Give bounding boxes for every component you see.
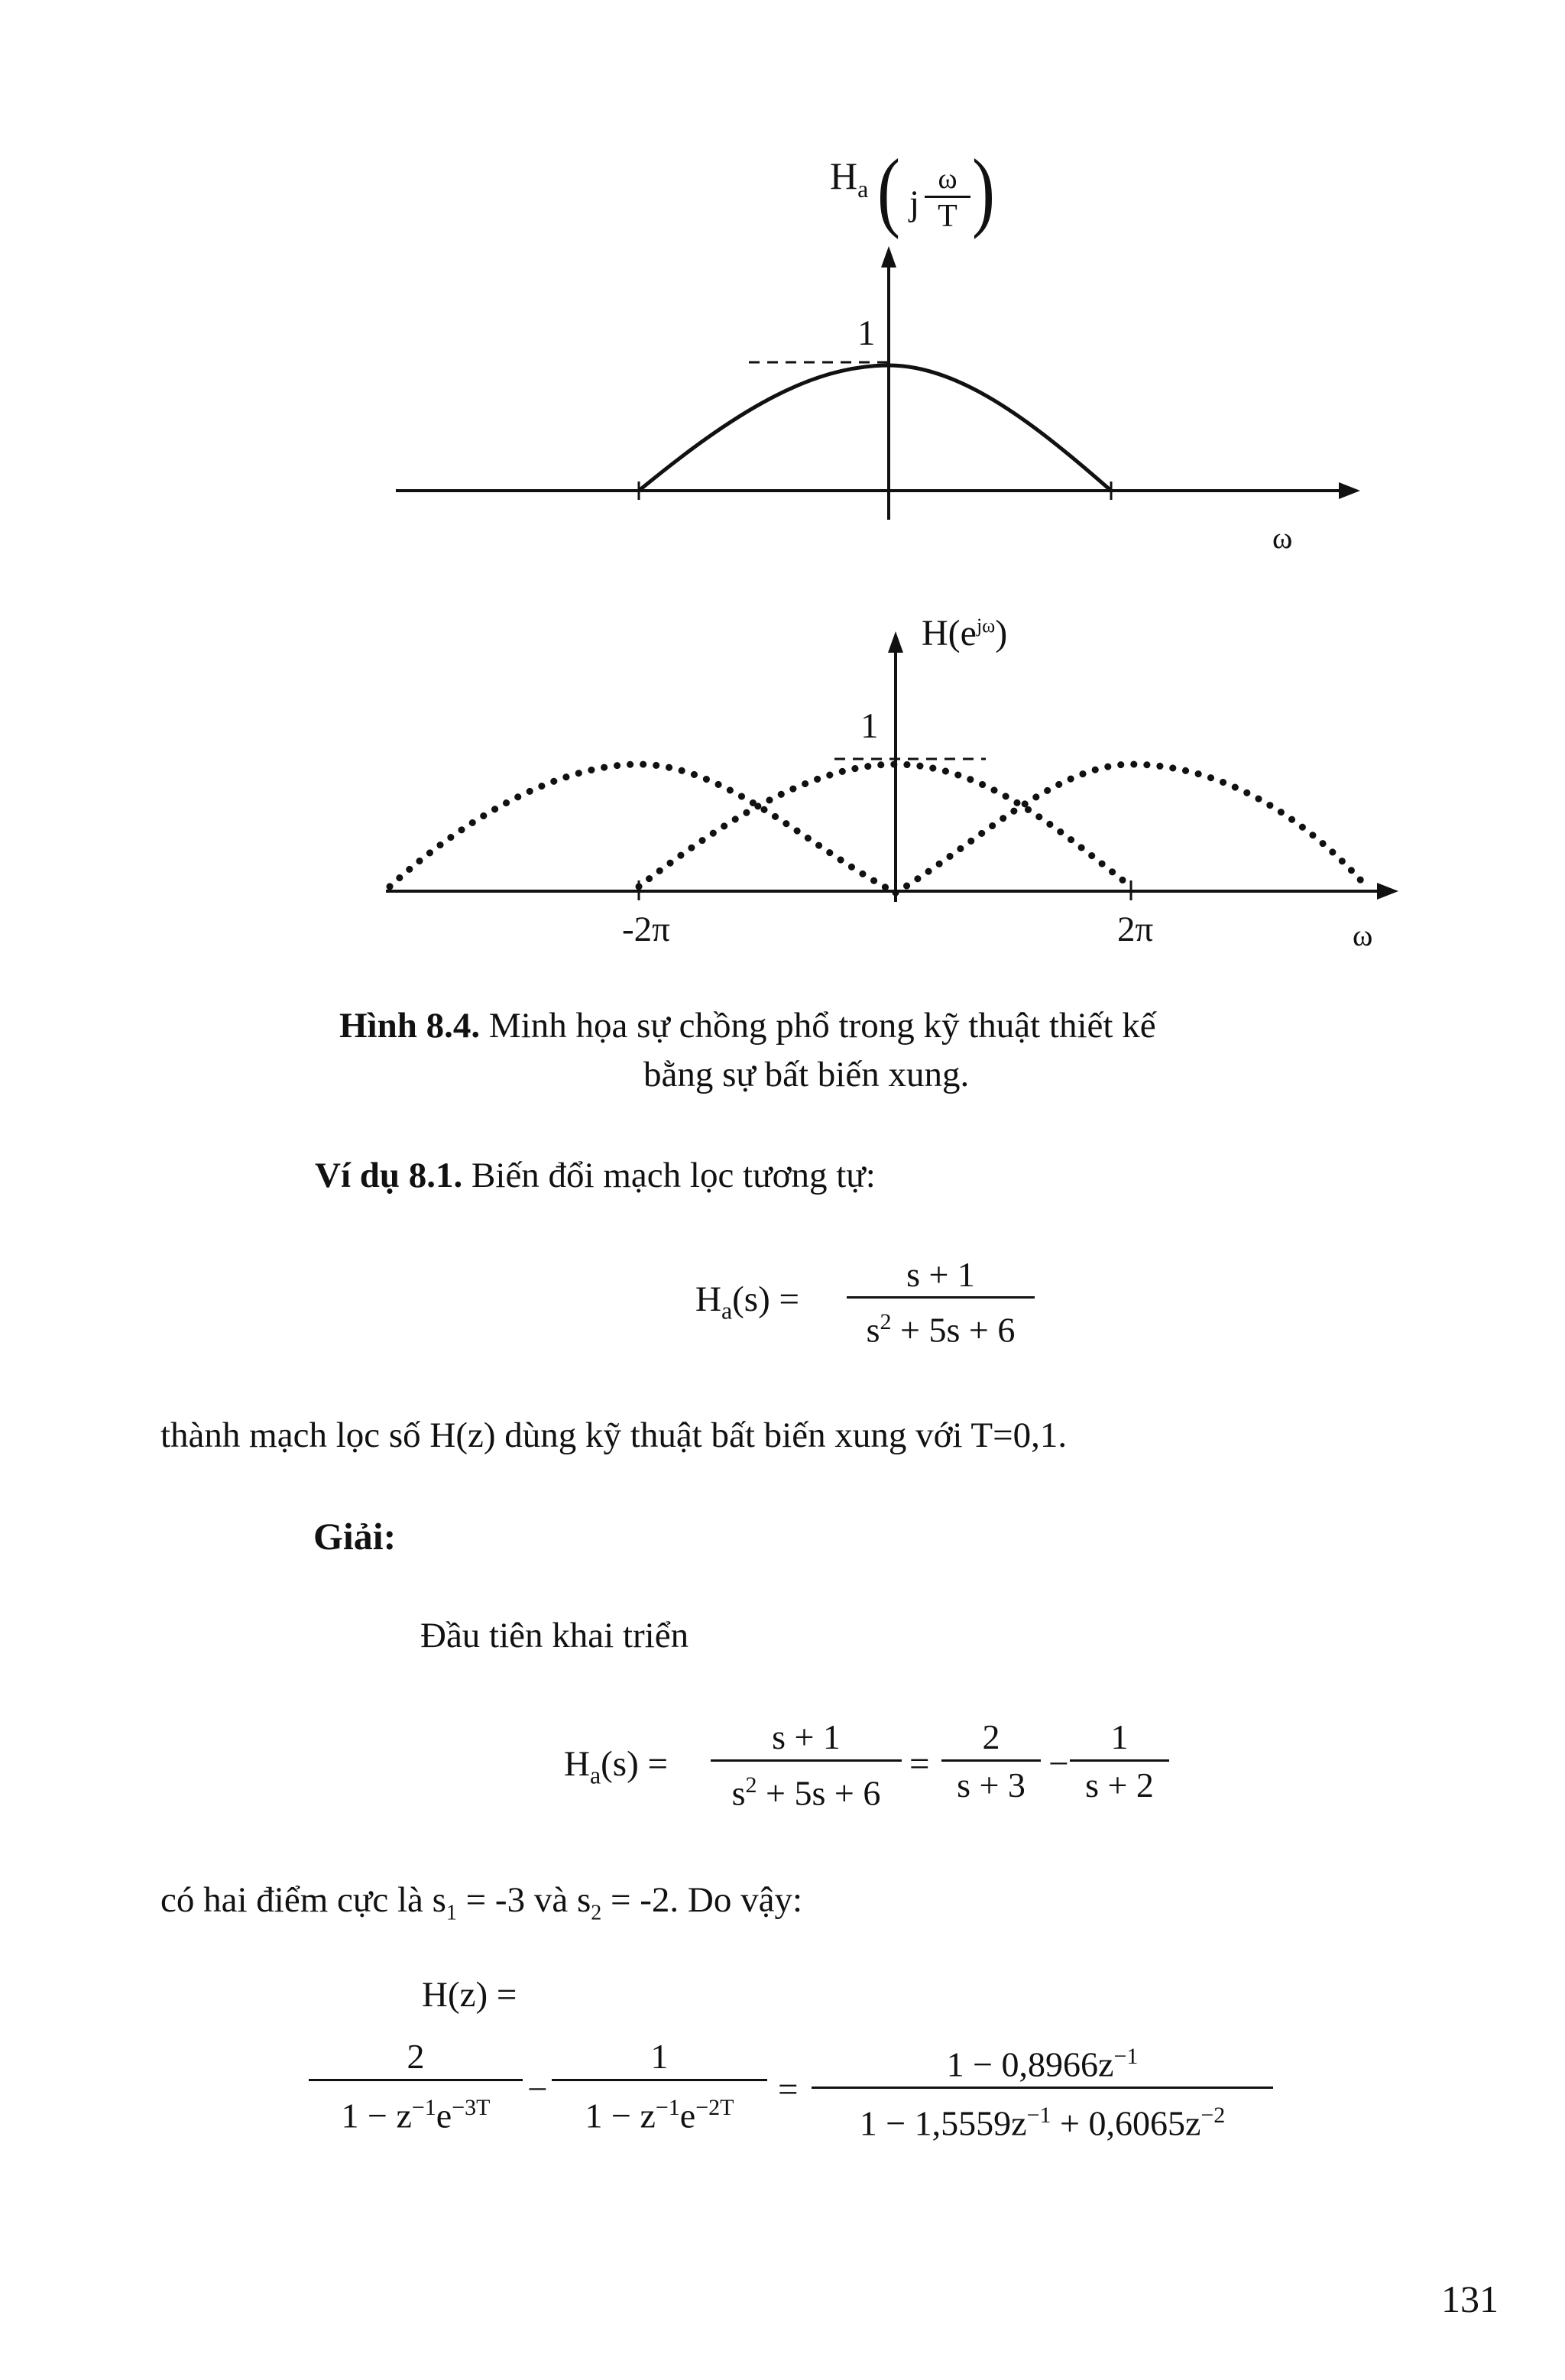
fig1-ylabel-paren-left: (: [877, 141, 900, 241]
eq2-lhs: $H_a(s)$ =: [564, 1744, 669, 1789]
paragraph-2: Đầu tiên khai triển: [420, 1616, 689, 1655]
caption-label: Hình 8.4.: [339, 1006, 481, 1046]
eq2-fraction-3: 1 s + 2: [1070, 1715, 1169, 1809]
fig1-ylabel-j: j: [909, 183, 920, 223]
fig1-ylabel-fraction: ω T: [925, 162, 970, 235]
eq1-numerator: s + 1: [906, 1255, 975, 1294]
eq1-denominator: $s^2 + 5s + 6$: [866, 1309, 1016, 1350]
eq3-fraction-2: 1 $1 - z^{-1}e^{-2T}$: [552, 2035, 767, 2142]
fig2-peak-label: 1: [860, 706, 879, 746]
caption-line-2: bằng sự bất biến xung.: [643, 1055, 970, 1094]
eq3-fraction-1: 2 $1 - z^{-1}e^{-3T}$: [309, 2035, 523, 2142]
fig2-replica-right: [896, 764, 1368, 893]
fig2-tick-left-label: -2π: [622, 910, 670, 949]
eq2-fraction-2: 2 s + 3: [941, 1715, 1041, 1809]
fig2-tick-right-label: 2π: [1117, 910, 1154, 949]
fig1-ylabel: $H_a$: [830, 154, 869, 203]
eq2-minus: −: [1048, 1744, 1069, 1784]
fig2-ylabel: $H(e^{j\omega})$: [922, 613, 1008, 653]
eq3-fraction-3: $1 - 0,8966z^{-1}$ $1 - 1,5559z^{-1} + 0,6065z^{-2}$: [812, 2035, 1273, 2151]
eq2-equals: =: [909, 1744, 930, 1784]
example-label: Ví dụ 8.1.: [315, 1156, 463, 1195]
fig2-replica-left: [390, 764, 896, 893]
fig1-x-label: ω: [1272, 520, 1293, 555]
paragraph-1: thành mạch lọc số H(z) dùng kỹ thuật bất biến xung với T=0,1.: [160, 1415, 1068, 1455]
fig2-y-arrow: [888, 631, 903, 653]
fig1-peak-label: 1: [857, 313, 876, 353]
fig2-x-label: ω: [1353, 918, 1373, 952]
eq3-equals: =: [778, 2070, 799, 2109]
fig1-ylabel-paren-right: ): [972, 141, 995, 241]
example-heading: [315, 1154, 876, 1197]
eq1-lhs: $H_a(s)$ =: [695, 1279, 800, 1325]
paragraph-3: có hai điểm cực là $s_1 = -3$ và $s_2 = -2$. Do vậy:: [160, 1880, 803, 1925]
caption-line-1: Minh họa sự chồng phổ trong kỹ thuật thiết kế: [488, 1006, 1156, 1046]
fig2-x-arrow: [1377, 883, 1398, 900]
eq3-minus: −: [527, 2070, 548, 2109]
figure-caption: [339, 1004, 1156, 1047]
eq3-lhs: H(z) =: [422, 1975, 517, 2015]
example-text: Biến đổi mạch lọc tương tự:: [471, 1156, 876, 1195]
eq1-fraction: [847, 1253, 1035, 1354]
eq2-fraction-1: s + 1 $s^2 + 5s + 6$: [711, 1715, 902, 1817]
solution-label: Giải:: [313, 1515, 397, 1558]
page-number: 131: [1441, 2278, 1499, 2320]
